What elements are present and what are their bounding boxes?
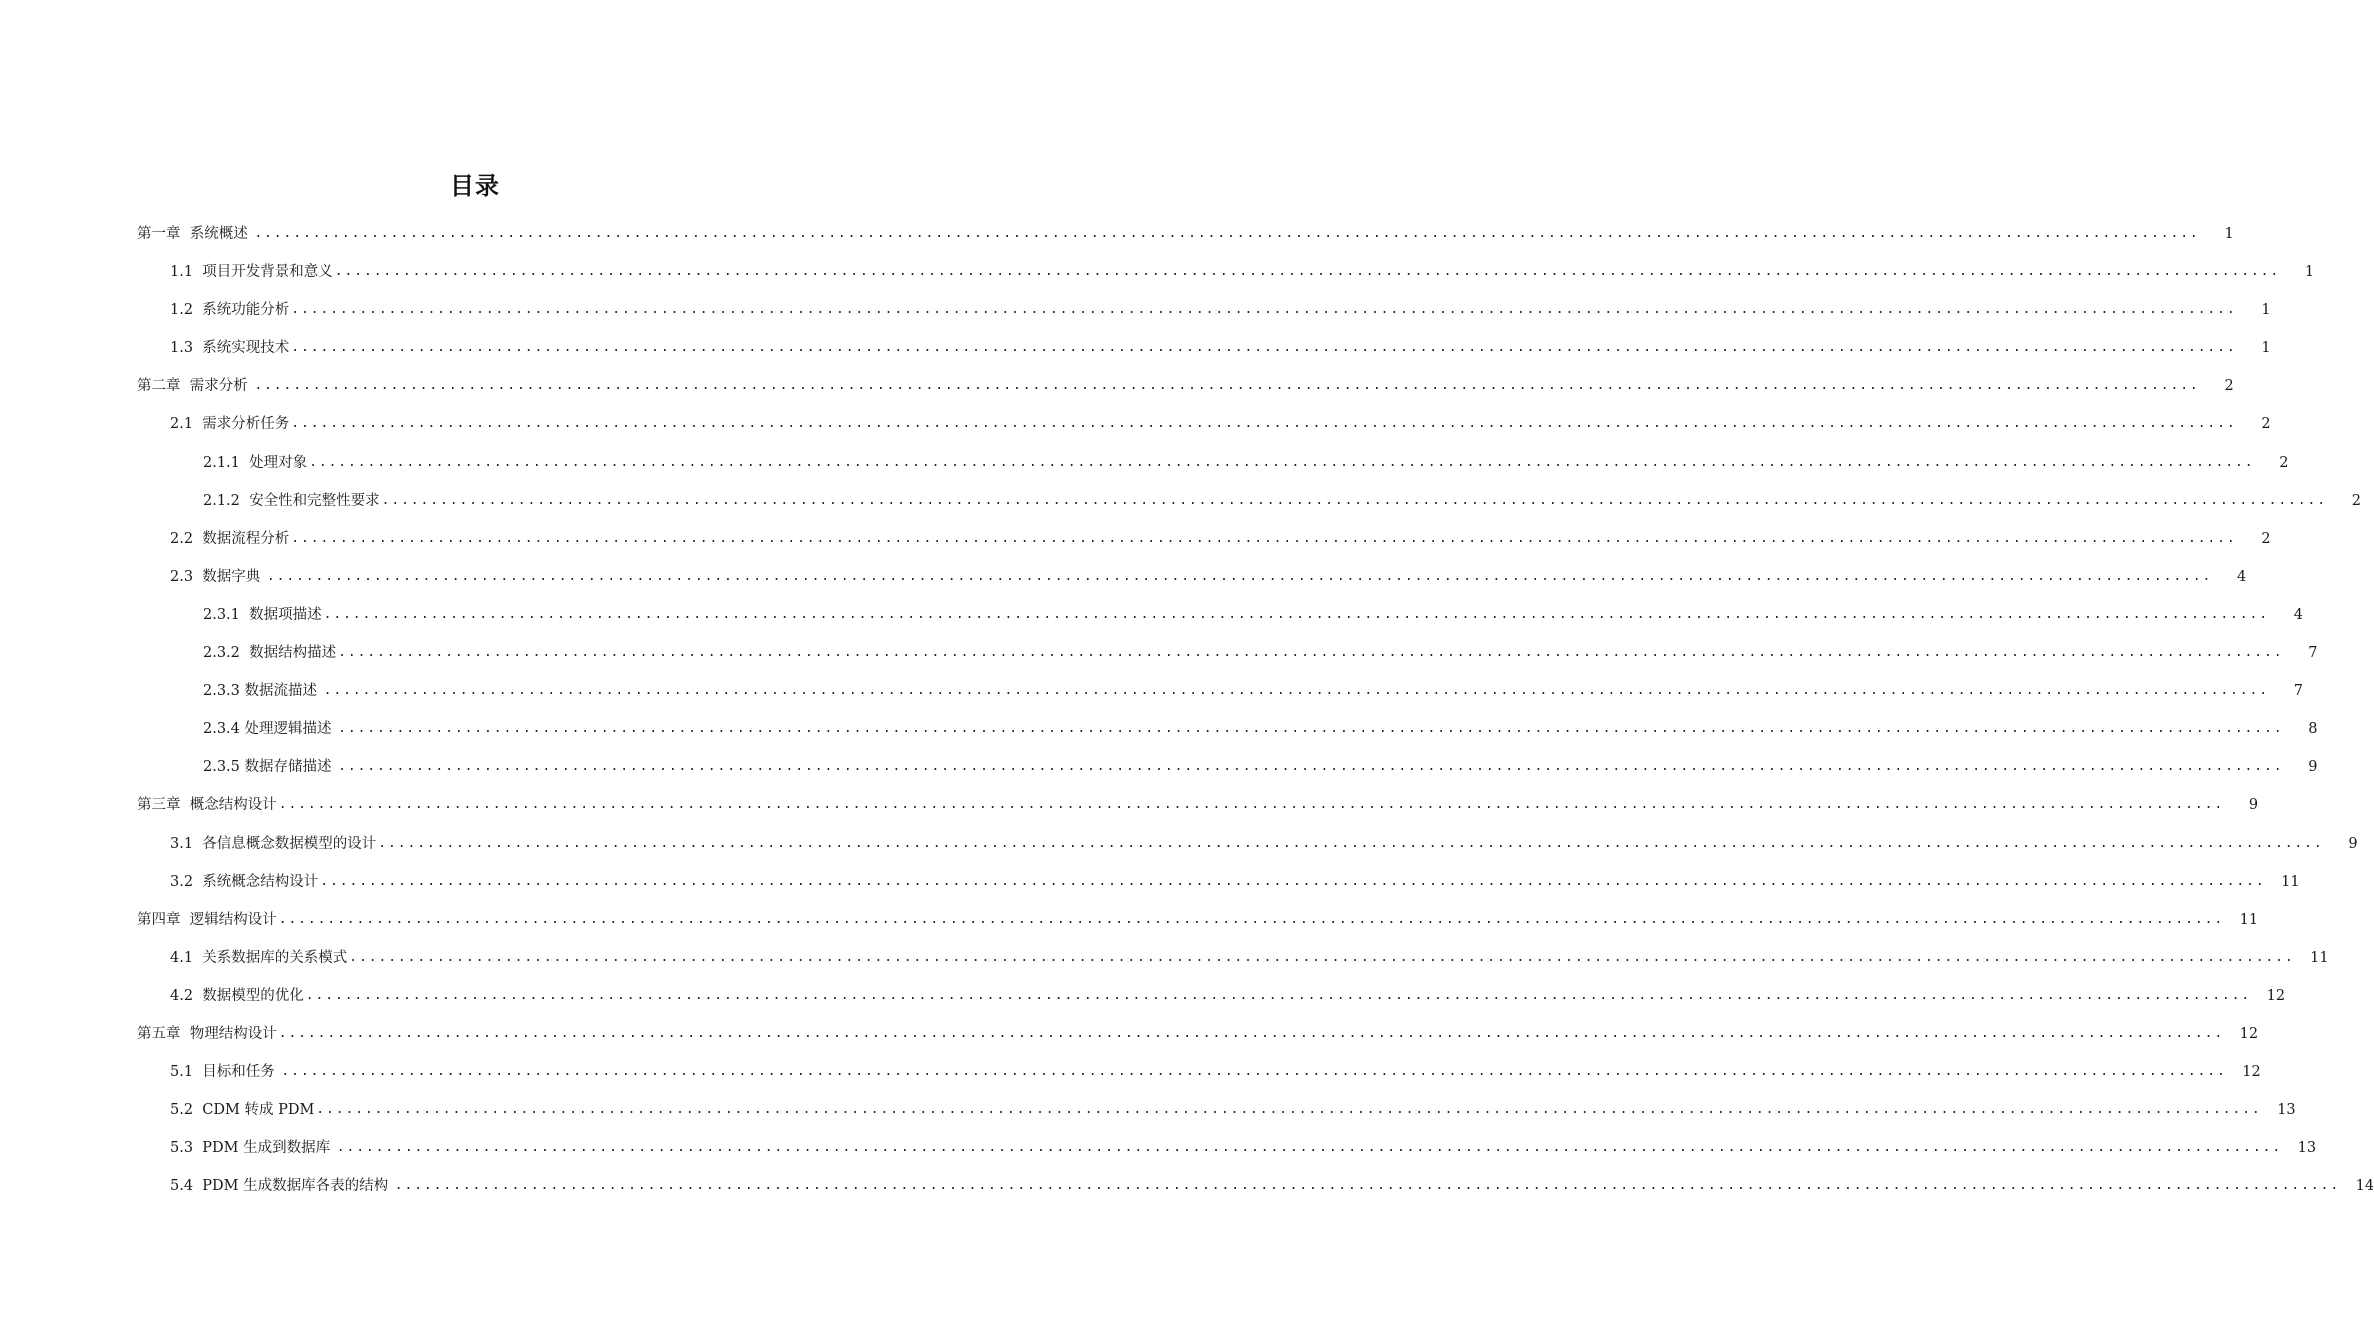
- toc-entry[interactable]: [0, 641, 2318, 679]
- toc-page-number: 7: [2293, 683, 2303, 700]
- toc-entry-label: 1.3 系统实现技术: [170, 340, 290, 357]
- toc-entry-label: 2.1.2 安全性和完整性要求: [203, 492, 380, 509]
- toc-page-number: 7: [2308, 645, 2318, 662]
- toc-page-number: 2: [2261, 416, 2271, 433]
- toc-entry-label: 2.3.4 处理逻辑描述: [203, 721, 337, 738]
- toc-page-number: 1: [2261, 302, 2271, 319]
- toc-entry-label: 2.3.5 数据存储描述: [203, 759, 337, 776]
- toc-entry[interactable]: [0, 1098, 2296, 1136]
- toc-dot-leader: ........................................................................................................................................................................................................: [323, 606, 2269, 622]
- toc-page-number: 2: [2279, 454, 2289, 471]
- toc-entry-label: 2.1.1 处理对象: [203, 454, 308, 471]
- toc-page-number: 1: [2261, 340, 2271, 357]
- toc-dot-leader: ........................................................................................................................................................................................................: [278, 911, 2225, 927]
- toc-page-number: 11: [2281, 873, 2300, 890]
- toc-entry[interactable]: [0, 1022, 2259, 1060]
- toc-dot-leader: ........................................................................................................................................................................................................: [334, 264, 2281, 280]
- toc-entry-label: 2.3 数据字典: [170, 568, 265, 585]
- toc-dot-leader: ........................................................................................................................................................................................................: [278, 1025, 2225, 1041]
- toc-dot-leader: ........................................................................................................................................................................................................: [291, 302, 2237, 318]
- toc-dot-leader: ........................................................................................................................................................................................................: [320, 873, 2266, 889]
- toc-entry-label: 2.3.1 数据项描述: [203, 606, 322, 623]
- toc-page-number: 14: [2355, 1178, 2374, 1195]
- toc-entry[interactable]: [0, 374, 2234, 412]
- toc-entry-label: 5.1 目标和任务: [170, 1064, 280, 1081]
- toc-entry[interactable]: [0, 946, 2329, 984]
- toc-page-number: 2: [2261, 530, 2271, 547]
- toc-entry-label: 2.3.2 数据结构描述: [203, 645, 337, 662]
- toc-entry-label: 4.2 数据模型的优化: [170, 987, 304, 1004]
- toc-page-number: 12: [2242, 1064, 2261, 1081]
- table-of-contents: [0, 222, 2374, 1212]
- toc-entry[interactable]: [0, 1060, 2261, 1098]
- toc-dot-leader: ........................................................................................................................................................................................................: [349, 949, 2295, 965]
- toc-entry-label: 5.3 PDM 生成到数据库: [170, 1140, 335, 1157]
- toc-entry[interactable]: [0, 793, 2259, 831]
- toc-entry-label: 2.1 需求分析任务: [170, 416, 290, 433]
- toc-entry[interactable]: [0, 679, 2303, 717]
- toc-entry[interactable]: [0, 1136, 2317, 1174]
- toc-page-number: 4: [2237, 568, 2247, 585]
- toc-entry-label: 5.4 PDM 生成数据库各表的结构: [170, 1178, 393, 1195]
- toc-dot-leader: ........................................................................................................................................................................................................: [338, 721, 2284, 737]
- toc-entry-label: 5.2 CDM 转成 PDM: [170, 1102, 315, 1119]
- toc-dot-leader: ........................................................................................................................................................................................................: [309, 454, 2255, 470]
- toc-entry[interactable]: [0, 1174, 2374, 1212]
- toc-entry[interactable]: [0, 336, 2271, 374]
- toc-dot-leader: ........................................................................................................................................................................................................: [338, 645, 2284, 661]
- toc-dot-leader: ........................................................................................................................................................................................................: [291, 530, 2237, 546]
- toc-dot-leader: ........................................................................................................................................................................................................: [378, 835, 2324, 851]
- toc-entry-label: 第一章 系统概述: [137, 226, 253, 242]
- toc-entry[interactable]: [0, 832, 2358, 870]
- toc-entry-label: 4.1 关系数据库的关系模式: [170, 949, 348, 966]
- toc-entry[interactable]: [0, 298, 2271, 336]
- toc-page-number: 4: [2293, 606, 2303, 623]
- toc-page-number: 12: [2266, 987, 2286, 1004]
- toc-entry[interactable]: [0, 565, 2247, 603]
- toc-dot-leader: ........................................................................................................................................................................................................: [323, 683, 2269, 699]
- toc-page-number: 8: [2308, 721, 2318, 738]
- toc-entry-label: 1.2 系统功能分析: [170, 302, 290, 319]
- toc-entry[interactable]: [0, 870, 2300, 908]
- toc-dot-leader: ........................................................................................................................................................................................................: [281, 1064, 2227, 1080]
- toc-dot-leader: ........................................................................................................................................................................................................: [254, 226, 2200, 241]
- toc-page-number: 9: [2348, 835, 2358, 852]
- toc-page-number: 2: [2224, 378, 2234, 395]
- toc-entry[interactable]: [0, 603, 2303, 641]
- toc-dot-leader: ........................................................................................................................................................................................................: [254, 378, 2200, 394]
- toc-dot-leader: ........................................................................................................................................................................................................: [338, 759, 2284, 775]
- toc-dot-leader: ........................................................................................................................................................................................................: [381, 492, 2327, 508]
- toc-page-number: 13: [2297, 1140, 2317, 1157]
- toc-page-number: 9: [2308, 759, 2318, 776]
- toc-entry-label: 3.1 各信息概念数据模型的设计: [170, 835, 377, 852]
- toc-page-number: 1: [2304, 264, 2315, 281]
- toc-dot-leader: ........................................................................................................................................................................................................: [266, 568, 2213, 584]
- toc-entry-label: 第三章 概念结构设计: [137, 797, 277, 814]
- toc-entry[interactable]: [0, 222, 2234, 260]
- toc-dot-leader: ........................................................................................................................................................................................................: [394, 1178, 2341, 1194]
- toc-entry-label: 3.2 系统概念结构设计: [170, 873, 319, 890]
- toc-page-number: 13: [2277, 1102, 2296, 1119]
- toc-page-number: 1: [2224, 226, 2234, 242]
- toc-page-number: 2: [2351, 492, 2361, 509]
- toc-entry-label: 第五章 物理结构设计: [137, 1025, 277, 1042]
- toc-entry[interactable]: [0, 908, 2259, 946]
- toc-page-number: 11: [2239, 911, 2259, 928]
- toc-page-number: 11: [2310, 949, 2329, 966]
- toc-entry-label: 2.2 数据流程分析: [170, 530, 290, 547]
- toc-entry[interactable]: [0, 451, 2289, 489]
- page-title: 目录: [450, 172, 500, 200]
- toc-dot-leader: ........................................................................................................................................................................................................: [305, 987, 2252, 1003]
- toc-entry[interactable]: [0, 717, 2318, 755]
- toc-entry[interactable]: [0, 984, 2286, 1022]
- toc-entry[interactable]: [0, 489, 2361, 527]
- toc-page-number: 9: [2248, 797, 2259, 814]
- toc-entry[interactable]: [0, 260, 2315, 298]
- toc-entry[interactable]: [0, 412, 2271, 450]
- toc-entry-label: 第四章 逻辑结构设计: [137, 911, 277, 928]
- toc-entry-label: 第二章 需求分析: [137, 378, 253, 395]
- toc-page-number: 12: [2239, 1025, 2259, 1042]
- toc-entry-label: 2.3.3 数据流描述: [203, 683, 322, 700]
- toc-dot-leader: ........................................................................................................................................................................................................: [291, 416, 2237, 432]
- toc-dot-leader: ........................................................................................................................................................................................................: [291, 340, 2237, 356]
- toc-entry[interactable]: [0, 527, 2271, 565]
- toc-dot-leader: ........................................................................................................................................................................................................: [316, 1102, 2262, 1118]
- toc-entry[interactable]: [0, 755, 2318, 793]
- toc-dot-leader: ........................................................................................................................................................................................................: [336, 1140, 2283, 1156]
- toc-dot-leader: ........................................................................................................................................................................................................: [278, 797, 2225, 813]
- toc-entry-label: 1.1 项目开发背景和意义: [170, 264, 333, 281]
